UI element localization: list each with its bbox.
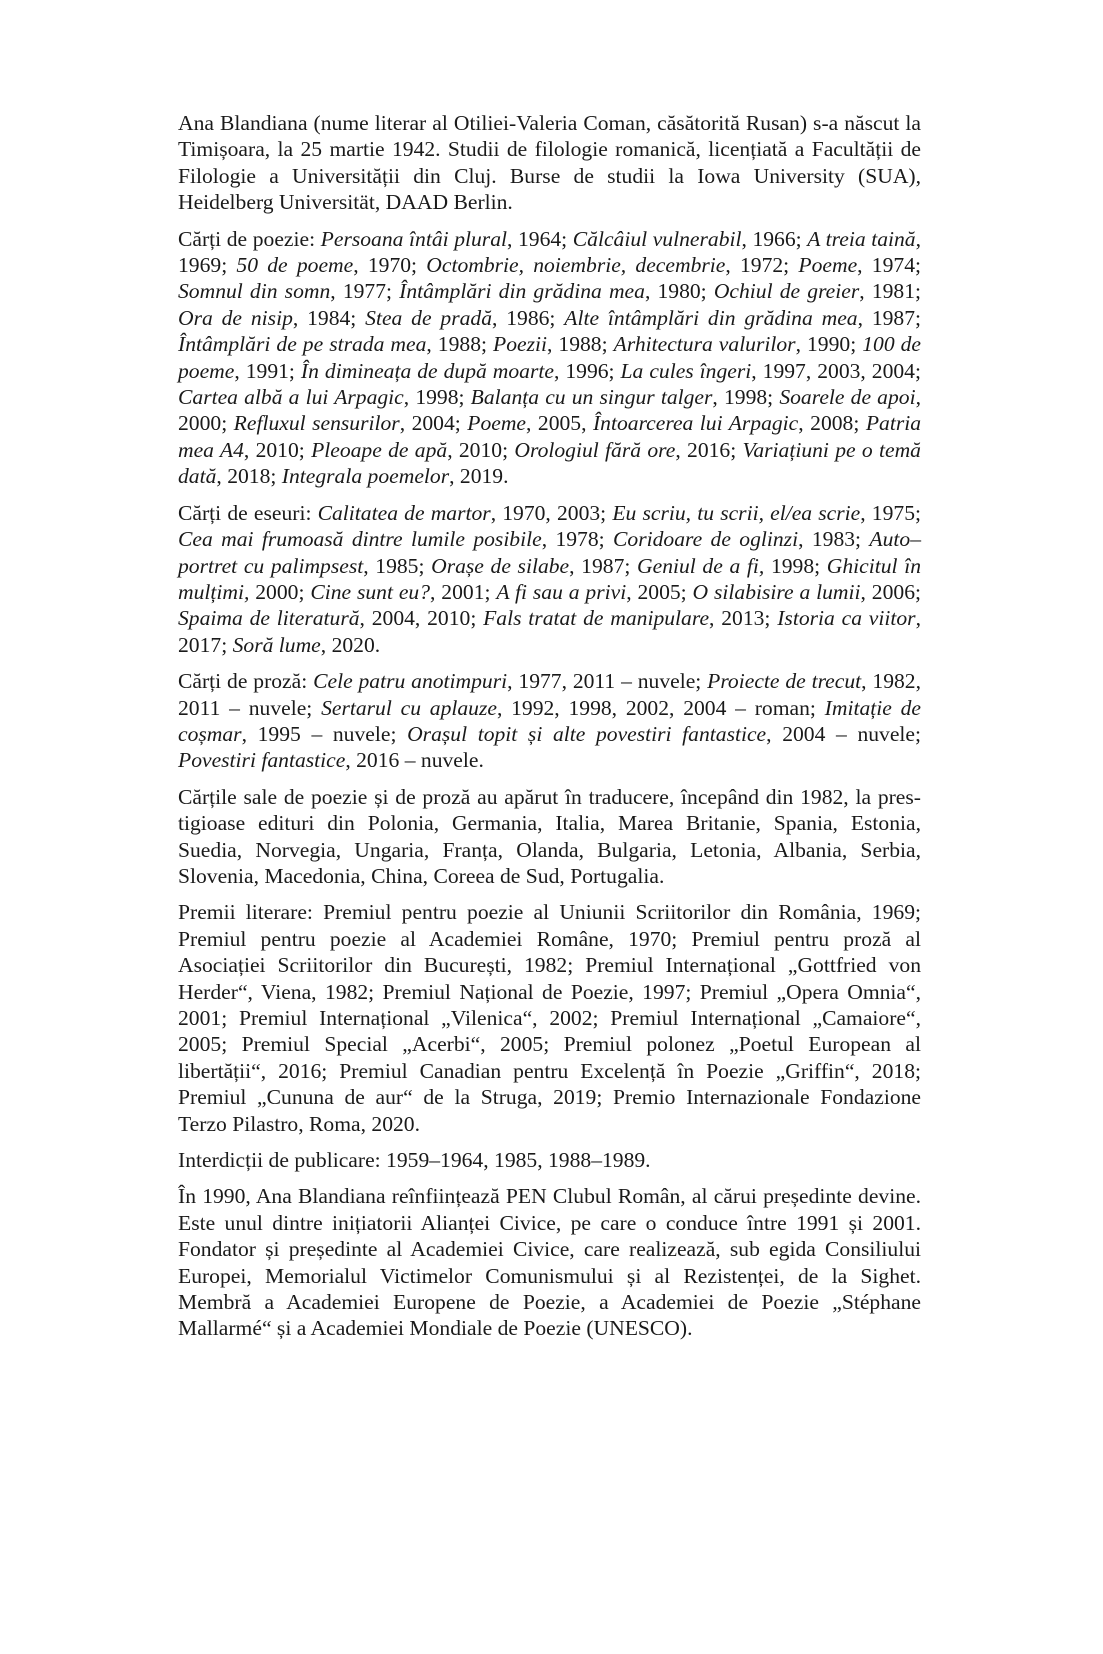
book-title: Refluxul sensurilor [233, 411, 400, 436]
text-run: 1998; [764, 553, 827, 578]
book-title: Ghicitul în mulțimi, [178, 553, 921, 604]
text-run: Ana Blandiana (nume literar al Otiliei-Valeria Coman, căsătorită Rusan) s-a născut la Timișoara, la 25 martie 1942. Studii de filologie romanică, licențiată a Facultății de Filologie a Universității din Cluj. Burse de studii la Iowa University (SUA), Heidelberg Universität, DAAD Berlin. [178, 111, 921, 215]
text-run: , 1982, 2011 – nuvele; [178, 669, 921, 720]
book-title: O silabisire a lumii [692, 579, 861, 604]
text-run: , 1987; [569, 553, 638, 578]
text-run: În 1990, Ana Blandiana reînființează PEN Clubul Român, al cărui președinte devine. Este unul dintre inițiatorii Alianței Civice, pe care o conduce între 1991 și 2001. Fondator și președinte al Academiei Civice, care realizează, sub egida Consiliului Europei, Memorialul Victimelor Comunismului și al Rezistenței, de la Sighet. Membră a Academiei Europene de Poezie, a Academiei de Poezie „Stéphane Mallarmé“ și a Academiei Mondiale de Poezie (UNESCO). [178, 1184, 921, 1341]
text-run: , 1970, 2003; [490, 500, 613, 525]
book-title: Orașe de silabe [431, 553, 570, 578]
book-title: Eu scriu, tu scrii, el/ea scrie [612, 500, 861, 525]
text-run: , 1980; [644, 279, 714, 304]
book-title: Ora de nisip [178, 305, 293, 330]
book-title: La cules îngeri [620, 358, 752, 383]
text-run: , 1981; [859, 279, 922, 304]
book-title: Orologiul fără ore [514, 437, 676, 462]
book-title: Variațiuni pe o temă dată [178, 437, 921, 489]
book-title: 50 de poeme [236, 253, 354, 278]
text-run: Cărți de proză: [178, 669, 314, 694]
text-run: , 2018; [216, 464, 282, 489]
text-run: , 1983; [798, 527, 870, 552]
book-title: Imitație de coșmar [178, 695, 921, 746]
book-title: A fi sau a privi [496, 579, 627, 604]
book-title: Somnul din somn [178, 279, 331, 304]
book-title: 100 de poeme [178, 332, 922, 383]
text-run: , 2006; [860, 579, 921, 604]
book-title: Spaima de literatură [178, 606, 360, 631]
paragraph-literary-awards [178, 899, 921, 1137]
text-run: , 1988; [547, 332, 614, 357]
book-title: Arhitectura valurilor [613, 332, 796, 357]
book-title: Ochiul de greier [713, 279, 860, 304]
paragraph-translations [178, 784, 921, 890]
book-title: Alte întâmplări din grădina mea [564, 305, 858, 330]
book-title: Cea mai frumoasă dintre lumile posibile [178, 527, 542, 552]
book-title: Orașul topit și alte povestiri fantastice [407, 721, 767, 746]
text-run: , 1977, 2011 – nuvele; [507, 669, 708, 694]
paragraph-essay-books [178, 500, 921, 658]
book-title: Balanța cu un singur talger [470, 385, 713, 410]
text-run: , 1974; [857, 253, 921, 278]
paragraph-civic-activity [178, 1183, 921, 1341]
book-title: Fals tratat de manipulare [483, 606, 710, 631]
text-run: , 1975; [860, 500, 921, 525]
book-title: Proiecte de trecut [707, 669, 862, 694]
book-title: Calitatea de martor [317, 500, 491, 525]
book-title: Patria mea A4 [178, 411, 922, 462]
book-title: Istoria ca viitor [777, 606, 916, 631]
book-title: În dimineața de după moarte [300, 358, 554, 383]
text-run: , 1996; [553, 358, 621, 383]
document-page [178, 110, 921, 1352]
text-run: , 1984; [292, 305, 366, 330]
text-run: , 1998; [403, 385, 471, 410]
text-run: , 1997, 2003, 2004; [751, 358, 921, 383]
text-run: , 1970; [353, 253, 427, 278]
book-title: Integrala poemelor [281, 464, 450, 489]
book-title: Poeme [467, 411, 527, 436]
text-run: , 1985; [363, 553, 432, 578]
paragraph-biography [178, 110, 921, 216]
text-run: , 1998; [712, 385, 780, 410]
text-run: , 2010; [243, 437, 312, 462]
book-title: Soră lume [232, 632, 321, 657]
text-run: , 2000; [178, 385, 921, 436]
text-run: , 2005, [526, 411, 593, 436]
book-title: Poezii [493, 332, 547, 357]
text-run: , 2016 – nuvele. [345, 748, 484, 773]
text-run: , 2005; [626, 579, 693, 604]
paragraph-prose-books [178, 668, 921, 774]
text-run: Cărți de eseuri: [178, 500, 318, 525]
text-run: , 2004 – nuvele; [766, 721, 921, 746]
text-run: , 1987; [857, 305, 922, 330]
text-run: , 2004; [399, 411, 468, 436]
paragraph-publication-bans [178, 1147, 921, 1173]
book-title: A treia taină [807, 226, 916, 251]
book-title: Cele patru anotimpuri [313, 669, 508, 694]
text-run: 2000; [249, 579, 311, 604]
text-run: , 2004, 2010; [359, 606, 484, 631]
text-run: , 2017; [178, 606, 921, 657]
text-run: , 1977; [330, 279, 400, 304]
text-run: , 2019. [449, 464, 509, 489]
book-title: Sertarul cu aplauze [321, 695, 497, 720]
book-title: Pleoape de apă [311, 437, 448, 462]
text-run: , 1990; [795, 332, 863, 357]
text-run: , 2020. [320, 632, 381, 657]
book-title: Octombrie, noiembrie, decembrie [426, 253, 726, 278]
text-run: , 1969; [178, 226, 921, 278]
book-title: Cine sunt eu? [310, 579, 431, 604]
book-title: Soarele de apoi [779, 385, 916, 410]
book-title: Întâmplări din grădina mea [399, 279, 645, 304]
text-run: , 1992, 1998, 2002, 2004 – roman; [496, 695, 825, 720]
paragraph-poetry-books [178, 226, 921, 490]
book-title: Auto–portret cu palimpsest [178, 527, 921, 578]
book-title: Poeme [798, 253, 858, 278]
text-run: , 1988; [426, 332, 494, 357]
text-run: , 1964; [507, 226, 573, 251]
text-run: Premii literare: Premiul pentru poezie al Uniunii Scriitorilor din România, 1969; Premiul pentru poezie al Academiei Române, 1970; Premiul pentru proză al Asociației Scriitorilor din București, 1982; Premiul Internațional „Gottfried von Herder“, Viena, 1982; Premiul Național de Poezie, 1997; Premiul „Opera Omnia“, 2001; Premiul Internațional „Vilenica“, 2002; Premiul Internațional „Camaiore“, 2005; Premiul Special „Acerbi“, 2005; Premiul polonez „Poetul European al libertății“, 2016; Premiul Canadian pentru Excelență în Poezie „Griffin“, 2018; Premiul „Cununa de aur“ de la Struga, 2019; Premio Internazionale Fondazione Terzo Pilastro, Roma, 2020. [178, 900, 921, 1136]
text-run: Interdicții de publicare: 1959–1964, 1985, 1988–1989. [178, 1148, 651, 1173]
book-title: Întoarcerea lui Arpagic [592, 411, 799, 436]
text-run: , 2013; [709, 606, 778, 631]
text-run: , 1986; [492, 305, 565, 330]
text-run: , 2008; [798, 411, 866, 436]
text-run: Cărțile sale de poezie și de proză au apărut în traducere, începând din 1982, la prestigioase edituri din Polonia, Germania, Italia, Marea Britanie, Spania, Estonia, Suedia, Norvegia, Ungaria, Franța, Olanda, Bulgaria, Letonia, Albania, Serbia, Slovenia, Macedonia, China, Coreea de Sud, Portugalia. [178, 784, 921, 888]
book-title: Stea de pradă [365, 305, 492, 330]
text-run: , 2010; [447, 437, 515, 462]
book-title: Coridoare de oglinzi [613, 527, 799, 552]
text-run: , 1972; [725, 253, 799, 278]
book-title: Călcâiul vulnerabil [572, 226, 742, 251]
book-title: Întâmplări de pe strada mea [178, 332, 427, 357]
book-title: Persoana întâi plural [320, 226, 507, 251]
text-run: , 1978; [541, 527, 614, 552]
book-title: Geniul de a fi, [637, 553, 765, 578]
text-run: , 2001; [430, 579, 497, 604]
book-title: Povestiri fantastice [178, 748, 346, 773]
text-run: Cărți de poezie: [178, 226, 321, 251]
text-run: , 1966; [741, 226, 808, 251]
text-run: , 1995 – nuvele; [241, 721, 408, 746]
text-run: , 2016; [675, 437, 743, 462]
book-title: Cartea albă a lui Arpagic [178, 385, 404, 410]
text-run: , 1991; [234, 358, 301, 383]
